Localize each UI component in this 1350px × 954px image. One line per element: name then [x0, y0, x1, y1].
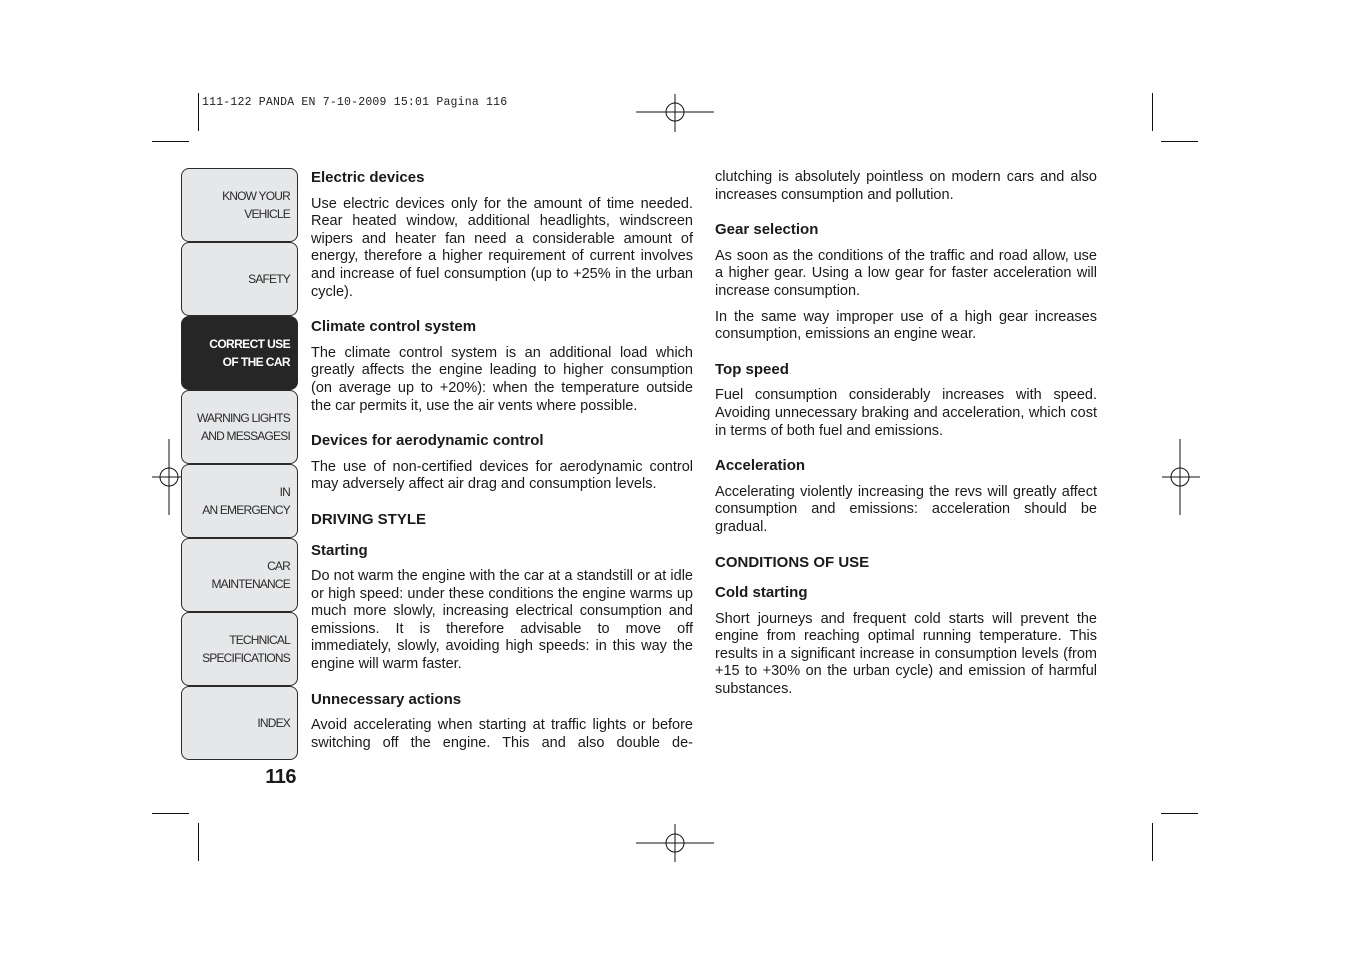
tab-index[interactable]: INDEX [181, 686, 298, 760]
tab-correct-use-of-the-car[interactable]: CORRECT USE OF THE CAR [181, 316, 298, 390]
tab-safety[interactable]: SAFETY [181, 242, 298, 316]
text-electric-devices: Use electric devices only for the amount of time needed. Rear heated window, additional headlights, windscreen wipers and heater fan need a considerable amount of energy, therefore a higher requirement of current involves and increase of fuel consumption (up to +25% in the urban cycle). [311, 195, 693, 300]
heading-climate-control: Climate control system [311, 318, 477, 336]
text-top-speed: Fuel consumption considerably increases with speed. Avoiding unnecessary braking and acceleration, which cost in terms of both fuel and emissions. [715, 387, 1097, 439]
heading-driving-style: DRIVING STYLE [311, 510, 427, 528]
heading-gear-selection: Gear selection [715, 221, 819, 239]
text-cold-starting: Short journeys and frequent cold starts will prevent the engine from reaching optimal running temperature. This results in a significant increase in consumption levels (from +15 to +30% on the urban cycle) and emission of harmful substances. [715, 610, 1097, 698]
heading-acceleration: Acceleration [715, 457, 806, 475]
text-aerodynamic-control: The use of non-certified devices for aerodynamic control may adversely affect air drag and consumption levels. [311, 458, 693, 493]
heading-unnecessary-actions: Unnecessary actions [311, 690, 462, 708]
tab-technical-specifications[interactable]: TECHNICAL SPECIFICATIONS [181, 612, 298, 686]
left-column [311, 169, 693, 769]
tab-car-maintenance[interactable]: CAR MAINTENANCE [181, 538, 298, 612]
right-column [715, 169, 1097, 716]
heading-electric-devices: Electric devices [311, 169, 425, 186]
text-gear-selection-1: As soon as the conditions of the traffic and road allow, use a higher gear. Using a low gear for faster acceleration will increase consumption. [715, 247, 1097, 299]
text-continuation: clutching is absolutely pointless on modern cars and also increases consumption and pollution. [715, 169, 1097, 203]
text-unnecessary-actions: Avoid accelerating when starting at traffic lights or before switching off the engine. This and also double de- [311, 717, 693, 751]
tab-warning-lights[interactable]: WARNING LIGHTS AND MESSAGESI [181, 390, 298, 464]
registration-mark-top [636, 94, 714, 132]
tab-know-your-vehicle[interactable]: KNOW YOUR VEHICLE [181, 168, 298, 242]
tab-in-an-emergency[interactable]: IN AN EMERGENCY [181, 464, 298, 538]
heading-top-speed: Top speed [715, 360, 789, 378]
print-header: 111-122 PANDA EN 7-10-2009 15:01 Pagina 116 [202, 96, 508, 109]
text-starting: Do not warm the engine with the car at a standstill or at idle or high speed: under these conditions the engine warms up much more slowly, increasing electrical consumption and emissions. It is therefore advisable to move off immediately, slowly, avoiding high speeds: in this way the engine will warm faster. [311, 568, 693, 673]
heading-cold-starting: Cold starting [715, 584, 808, 602]
heading-conditions-of-use: CONDITIONS OF USE [715, 553, 870, 571]
text-gear-selection-2: In the same way improper use of a high gear increases consumption, emissions an engine wear. [715, 308, 1097, 343]
text-acceleration: Accelerating violently increasing the revs will greatly affect consumption and emissions: acceleration should be gradual. [715, 483, 1097, 535]
text-climate-control: The climate control system is an additional load which greatly affects the engine leading to higher consumption (on average up to +20%): when the temperature outside the car permits it, use the air vents where possible. [311, 344, 693, 414]
heading-starting: Starting [311, 541, 368, 559]
chapter-tabs [181, 168, 298, 760]
registration-mark-bottom [636, 824, 714, 862]
registration-mark-right [1162, 439, 1200, 515]
page-number: 116 [265, 766, 296, 788]
heading-aerodynamic-control: Devices for aerodynamic control [311, 432, 544, 450]
